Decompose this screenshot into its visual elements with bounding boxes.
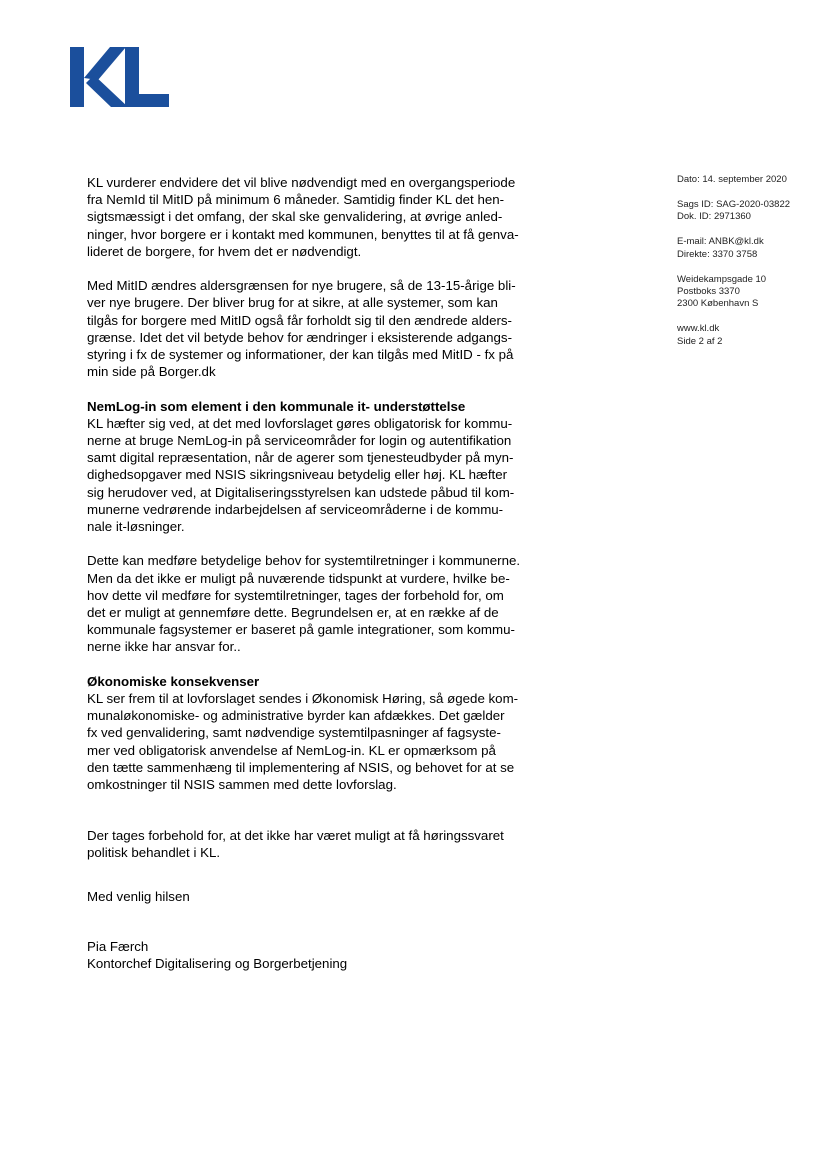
text-line: Der tages forbehold for, at det ikke har været muligt at få høringssvaret: [87, 828, 504, 844]
section-heading: NemLog-in som element i den kommunale it- understøttelse: [87, 398, 466, 414]
text-line: det er muligt at gennemføre dette. Begrundelsen er, at en række af de: [87, 605, 499, 621]
text-line: KL vurderer endvidere det vil blive nødvendigt med en overgangsperiode: [87, 175, 516, 190]
section-nemlogin: [87, 398, 572, 536]
text-line: KL hæfter sig ved, at det med lovforslaget gøres obligatorisk for kommu-: [87, 415, 513, 431]
postal-city: 2300 København S: [677, 298, 759, 310]
case-id: Sags ID: SAG-2020-03822: [677, 198, 791, 210]
po-box: Postboks 3370: [677, 285, 740, 297]
letter-metadata: [677, 174, 817, 361]
paragraph-system-adjustments: [87, 552, 572, 655]
text-line: mer ved obligatorisk anvendelse af NemLog-in. KL er opmærksom på: [87, 742, 496, 758]
text-line: Dette kan medføre betydelige behov for systemtilretninger i kommunerne.: [87, 553, 521, 569]
text-line: styring i fx de systemer og informationer, der kan tilgås med MitID - fx på: [87, 347, 514, 363]
text-line: ver nye brugere. Der bliver brug for at sikre, at alle systemer, som kan: [87, 295, 498, 311]
contact-group: [677, 236, 817, 261]
date-group: [677, 174, 817, 186]
text-line: Med MitID ændres aldersgrænsen for nye brugere, så de 13-15-årige bli-: [87, 278, 516, 294]
text-line: nerne at bruge NemLog-in på serviceområder for login og autentifikation: [87, 433, 512, 449]
text-line: tilgås for borgere med MitID også får forholdt sig til den ændrede alders-: [87, 312, 512, 328]
page-number: Side 2 af 2: [677, 335, 723, 347]
text-line: dighedsopgaver med NSIS sikringsniveau betydelig eller høj. KL hæfter: [87, 467, 508, 483]
paragraph-reservation: [87, 827, 572, 861]
text-line: munaløkonomiske- og administrative byrder kan afdækkes. Det gælder: [87, 708, 505, 724]
email-line: E-mail: ANBK@kl.dk: [677, 236, 764, 248]
direct-phone: Direkte: 3370 3758: [677, 248, 758, 260]
text-line: min side på Borger.dk: [87, 364, 216, 380]
letter-body: [87, 174, 572, 972]
text-line: Men da det ikke er muligt på nuværende tidspunkt at vurdere, hvilke be-: [87, 570, 510, 586]
text-line: ninger, hvor borgere er i kontakt med kommunen, benyttes til at få genva-: [87, 226, 519, 242]
text-line: hov dette vil medføre for systemtilretninger, tages der forbehold for, om: [87, 587, 504, 603]
text-line: kommunale fagsystemer er baseret på gamle integrationer, som kommu-: [87, 622, 515, 638]
address-group: [677, 274, 817, 311]
signer-title: Kontorchef Digitalisering og Borgerbetjening: [87, 956, 348, 972]
reference-group: [677, 199, 817, 224]
text-line: nerne ikke har ansvar for..: [87, 639, 241, 655]
text-line: fx ved genvalidering, samt nødvendige systemtilpasninger af fagsyste-: [87, 725, 501, 741]
signer-name: Pia Færch: [87, 938, 149, 954]
text-line: lideret de borgere, for hvem det er nødvendigt.: [87, 243, 362, 259]
section-economic: [87, 673, 572, 793]
text-line: munerne vedrørende indarbejdelsen af serviceområderne i de kommu-: [87, 501, 504, 517]
signature-block: [87, 938, 572, 972]
text-line: fra NemId til MitID på minimum 6 måneder. Samtidig finder KL det hen-: [87, 192, 505, 208]
letter-date: Dato: 14. september 2020: [677, 174, 787, 185]
text-line: grænse. Idet det vil betyde behov for ændringer i eksisterende adgangs-: [87, 329, 513, 345]
text-line: samt digital repræsentation, når de agerer som tjenesteudbyder på myn-: [87, 450, 514, 466]
text-line: sigtsmæssigt i det omfang, der skal ske genvalidering, at øvrige anled-: [87, 209, 503, 225]
closing-greeting: Med venlig hilsen: [87, 888, 190, 904]
text-line: omkostninger til NSIS sammen med dette lovforslag.: [87, 777, 397, 793]
text-line: den tætte sammenhæng til implementering af NSIS, og behovet for at se: [87, 759, 515, 775]
kl-logo: [70, 47, 170, 109]
paragraph-age-limit: [87, 277, 572, 380]
text-line: sig herudover ved, at Digitaliseringsstyrelsen kan udstede påbud til kom-: [87, 484, 515, 500]
website: www.kl.dk: [677, 323, 720, 335]
text-line: KL ser frem til at lovforslaget sendes i Økonomisk Høring, så øgede kom-: [87, 691, 519, 707]
closing: [87, 888, 572, 905]
text-line: politisk behandlet i KL.: [87, 845, 221, 861]
text-line: nale it-løsninger.: [87, 519, 185, 535]
document-id: Dok. ID: 2971360: [677, 211, 751, 223]
section-heading: Økonomiske konsekvenser: [87, 673, 260, 689]
web-group: [677, 323, 817, 348]
street-address: Weidekampsgade 10: [677, 273, 767, 285]
paragraph-transition: [87, 174, 572, 260]
